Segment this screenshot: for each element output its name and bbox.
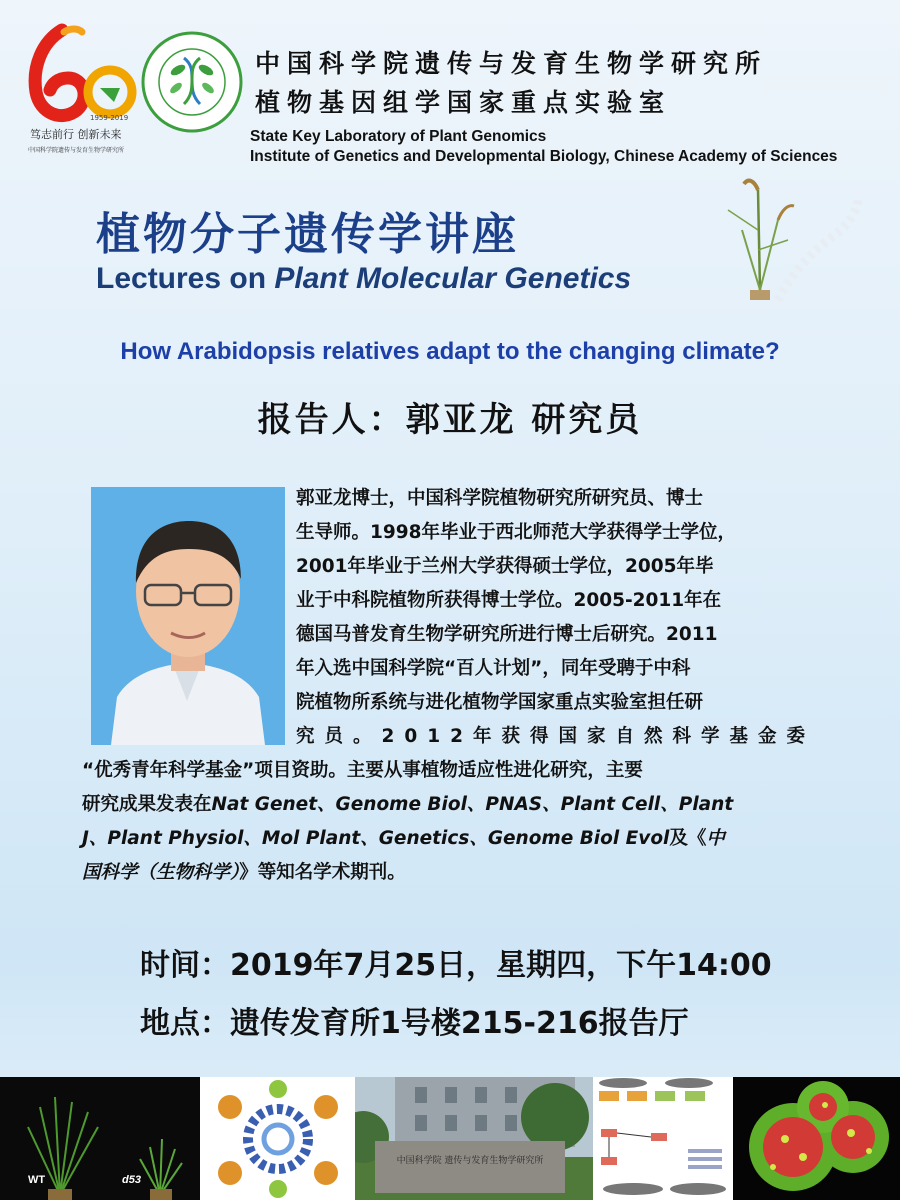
protein-structure-image: [200, 1077, 355, 1200]
lecture-series-title-cn: 植物分子遗传学讲座: [96, 209, 519, 260]
bio-line-1: 郭亚龙博士，中国科学院植物研究所研究员、博士: [296, 488, 704, 509]
bio-line-5: 德国马普发育生物学研究所进行博士后研究。2011: [296, 624, 718, 645]
logo-motto: 笃志前行 创新未来: [30, 128, 122, 141]
footer-image-strip: [0, 1077, 900, 1200]
bio-line-10-text: 研究成果发表在: [82, 794, 212, 815]
bio-line-7: 院植物所系统与进化植物学国家重点实验室担任研: [296, 692, 704, 713]
bio-line-2: 生导师。1998年毕业于西北师范大学获得学士学位，: [296, 522, 736, 543]
bio-journals-1: Nat Genet、Genome Biol、PNAS、Plant Cell、Plant: [211, 794, 734, 815]
lab-name-cn: 植物基因组学国家重点实验室: [255, 88, 672, 117]
logo-years: 1959-2019: [90, 114, 129, 122]
bio-line-10: [82, 788, 733, 822]
bio-line-9: “优秀青年科学基金”项目资助。主要从事植物适应性进化研究，主要: [82, 760, 643, 781]
bio-line-11-text: 及《: [669, 828, 707, 849]
d53-label: d53: [122, 1174, 141, 1186]
bio-journal-cn: 国科学（生物科学）: [82, 862, 240, 883]
bio-line-3: 2001年毕业于兰州大学获得硕士学位，2005年毕: [296, 556, 714, 577]
institute-name-cn: 中国科学院遗传与发育生物学研究所: [255, 49, 768, 78]
60th-anniversary-logo: [22, 22, 140, 162]
event-time: 时间：2019年7月25日，星期四，下午14:00: [140, 948, 772, 983]
rice-mutant-photo: [0, 1077, 200, 1200]
institute-building-photo: [355, 1077, 593, 1200]
rice-plant-illustration: [708, 170, 868, 310]
speaker-line: 报告人：郭亚龙 研究员: [257, 400, 643, 440]
event-place: 地点：遗传发育所1号楼215-216报告厅: [140, 1006, 689, 1041]
bio-line-6: 年入选中国科学院“百人计划”，同年受聘于中科: [296, 658, 691, 679]
bio-line-11: [82, 822, 725, 856]
bio-journals-2: J、Plant Physiol、Mol Plant、Genetics、Genome Biol Evol: [82, 828, 670, 849]
talk-title: How Arabidopsis relatives adapt to the changing climate?: [120, 338, 780, 365]
institute-name-en: Institute of Genetics and Developmental Biology, Chinese Academy of Sciences: [250, 148, 838, 165]
plant-genomics-lab-logo: [140, 30, 245, 135]
lab-name-en: State Key Laboratory of Plant Genomics: [250, 128, 547, 145]
wt-label: WT: [28, 1174, 46, 1186]
bio-line-11-italic: 中: [706, 828, 725, 849]
speaker-photo: [91, 487, 285, 745]
bio-line-12: [82, 856, 406, 890]
meristem-fluorescence-image: [733, 1077, 900, 1200]
stone-inscription: 中国科学院 遗传与发育生物学研究所: [396, 1156, 544, 1166]
bio-line-12-text: 》等知名学术期刊。: [239, 862, 406, 883]
molecular-model-diagram: [593, 1077, 733, 1200]
bio-line-4: 业于中科院植物所获得博士学位。2005-2011年在: [296, 590, 722, 611]
logo-subtitle: 中国科学院遗传与发育生物学研究所: [28, 147, 125, 154]
bio-line-8: 究员。2012年获得国家自然科学基金委: [296, 726, 815, 747]
lecture-title-italic: Plant Molecular Genetics: [274, 262, 632, 295]
lecture-series-title-en: [96, 262, 631, 296]
lecture-title-prefix: Lectures on: [96, 262, 275, 295]
